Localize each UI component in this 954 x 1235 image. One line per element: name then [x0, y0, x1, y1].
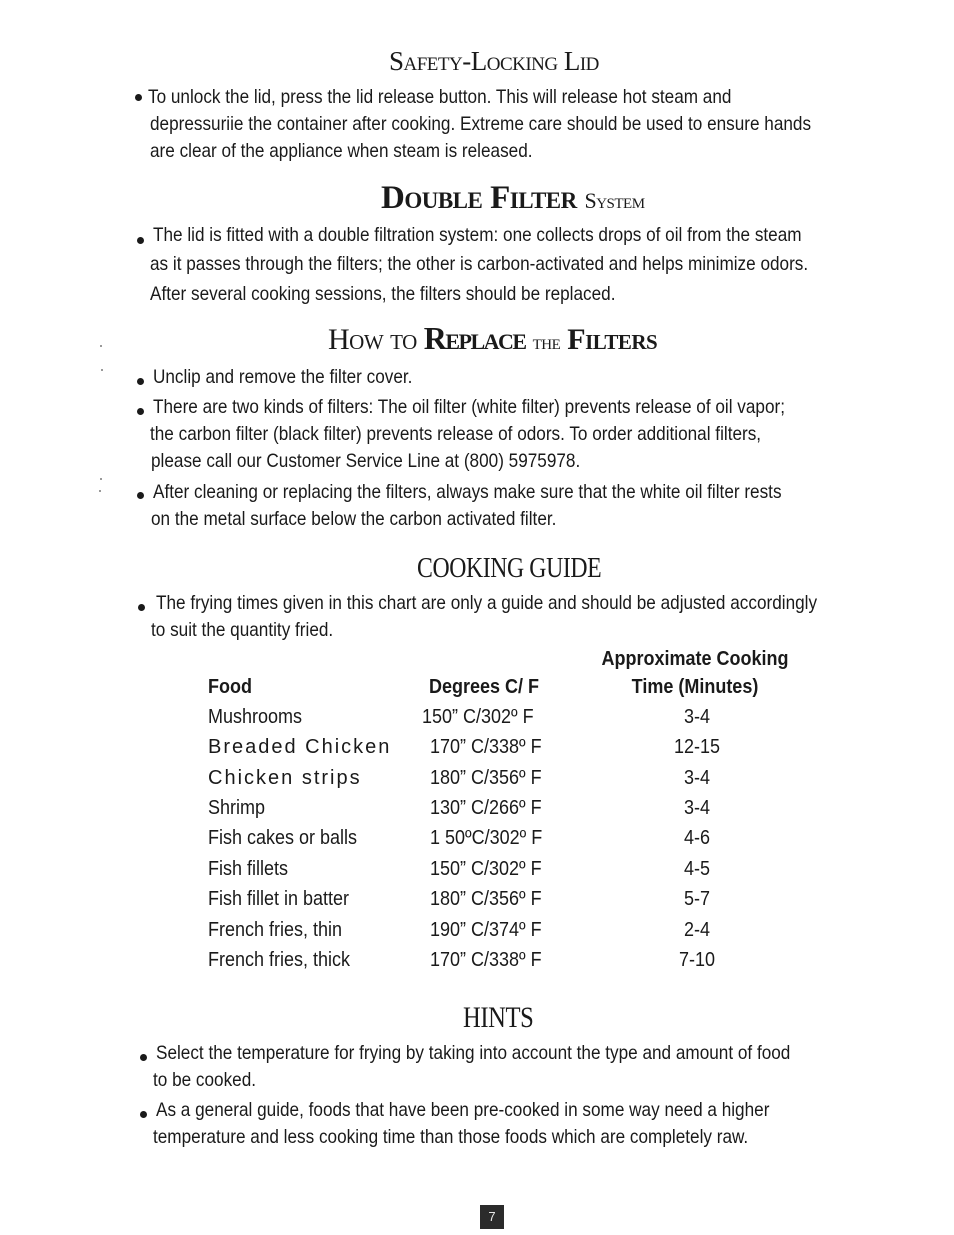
table-header-time-line-2: Time (Minutes) — [631, 676, 759, 698]
replace-b1-line-1: Unclip and remove the filter cover. — [153, 366, 413, 388]
scan-speck — [99, 490, 101, 492]
table-cell-time: 3-4 — [683, 797, 711, 819]
replace-heading-d: Filters — [567, 323, 658, 356]
replace-filters-heading — [328, 320, 657, 357]
bullet-icon — [135, 94, 142, 101]
replace-heading-c: the — [532, 329, 561, 354]
replace-b2-line-2: the carbon filter (black filter) prevents release of odors. To order additional filters, — [150, 423, 762, 445]
table-cell-food: French fries, thick — [208, 949, 351, 971]
double-filter-heading — [381, 180, 645, 217]
hints-heading: HINTS — [463, 1001, 534, 1034]
table-cell-time: 5-7 — [683, 888, 711, 910]
table-cell-time: 3-4 — [683, 767, 711, 789]
table-cell-food: Mushrooms — [208, 706, 303, 728]
table-header-time-line-1: Approximate Cooking — [601, 648, 789, 670]
replace-b3-line-1: After cleaning or replacing the filters, always make sure that the white oil filter rests — [153, 481, 782, 503]
table-cell-food: Fish fillet in batter — [208, 888, 350, 910]
double-filter-heading-main: Double Filter — [381, 180, 577, 216]
bullet-icon — [140, 1054, 147, 1061]
hints-b2-line-1: As a general guide, foods that have been pre-cooked in some way need a higher — [156, 1099, 770, 1121]
table-cell-degrees: 150” C/302º F — [422, 706, 534, 728]
hints-b1-line-2: to be cooked. — [153, 1069, 257, 1091]
double-line-1: The lid is fitted with a double filtration system: one collects drops of oil from the steam — [153, 224, 802, 246]
table-cell-time: 12-15 — [673, 736, 721, 758]
cooking-guide-heading: COOKING GUIDE — [417, 552, 602, 584]
hints-b2-line-2: temperature and less cooking time than those foods which are completely raw. — [153, 1126, 749, 1148]
double-line-3: After several cooking sessions, the filters should be replaced. — [150, 283, 616, 305]
page-number: 7 — [480, 1205, 504, 1229]
replace-heading-a: How to — [328, 323, 417, 356]
safety-line-1: To unlock the lid, press the lid release button. This will release hot steam and — [148, 86, 732, 108]
table-cell-food: Shrimp — [208, 797, 266, 819]
table-cell-food: Chicken strips — [208, 767, 362, 789]
table-cell-food: French fries, thin — [208, 919, 343, 941]
scan-speck — [101, 369, 103, 371]
table-cell-degrees: 150” C/302º F — [430, 858, 542, 880]
table-cell-degrees: 170” C/338º F — [430, 736, 542, 758]
replace-b3-line-2: on the metal surface below the carbon activated filter. — [151, 508, 557, 530]
bullet-icon — [138, 604, 145, 611]
bullet-icon — [137, 237, 144, 244]
safety-line-2: depressuriie the container after cooking. Extreme care should be used to ensure hands — [150, 113, 812, 135]
cooking-line-1: The frying times given in this chart are only a guide and should be adjusted accordingly — [156, 592, 818, 614]
safety-lid-heading: Safety-Locking Lid — [389, 46, 599, 76]
table-header-food: Food — [208, 676, 252, 698]
hints-b1-line-1: Select the temperature for frying by taking into account the type and amount of food — [156, 1042, 791, 1064]
bullet-icon — [137, 378, 144, 385]
table-header-degrees: Degrees C/ F — [429, 676, 540, 698]
table-cell-degrees: 170” C/338º F — [430, 949, 542, 971]
bullet-icon — [140, 1111, 147, 1118]
cooking-line-2: to suit the quantity fried. — [151, 619, 334, 641]
table-cell-degrees: 130” C/266º F — [430, 797, 542, 819]
table-cell-food: Fish fillets — [208, 858, 289, 880]
table-cell-time: 3-4 — [683, 706, 711, 728]
safety-line-3: are clear of the appliance when steam is released. — [150, 140, 533, 162]
table-cell-time: 4-6 — [683, 827, 711, 849]
replace-b2-line-1: There are two kinds of filters: The oil filter (white filter) prevents release of oil vapor; — [153, 396, 786, 418]
replace-b2-line-3: please call our Customer Service Line at (800) 5975978. — [151, 450, 581, 472]
table-cell-food: Fish cakes or balls — [208, 827, 358, 849]
table-cell-time: 2-4 — [683, 919, 711, 941]
table-cell-time: 7-10 — [678, 949, 716, 971]
table-cell-degrees: 1 50ºC/302º F — [430, 827, 543, 849]
scan-speck — [100, 345, 102, 347]
table-cell-degrees: 190” C/374º F — [430, 919, 542, 941]
table-cell-time: 4-5 — [683, 858, 711, 880]
double-filter-heading-small: System — [584, 188, 645, 213]
replace-heading-b: Replace — [423, 320, 526, 356]
table-cell-food: Breaded Chicken — [208, 736, 392, 758]
bullet-icon — [137, 408, 144, 415]
table-cell-degrees: 180” C/356º F — [430, 767, 542, 789]
double-line-2: as it passes through the filters; the other is carbon-activated and helps minimize odors. — [150, 253, 809, 275]
bullet-icon — [137, 492, 144, 499]
table-cell-degrees: 180” C/356º F — [430, 888, 542, 910]
scan-speck — [100, 478, 102, 480]
